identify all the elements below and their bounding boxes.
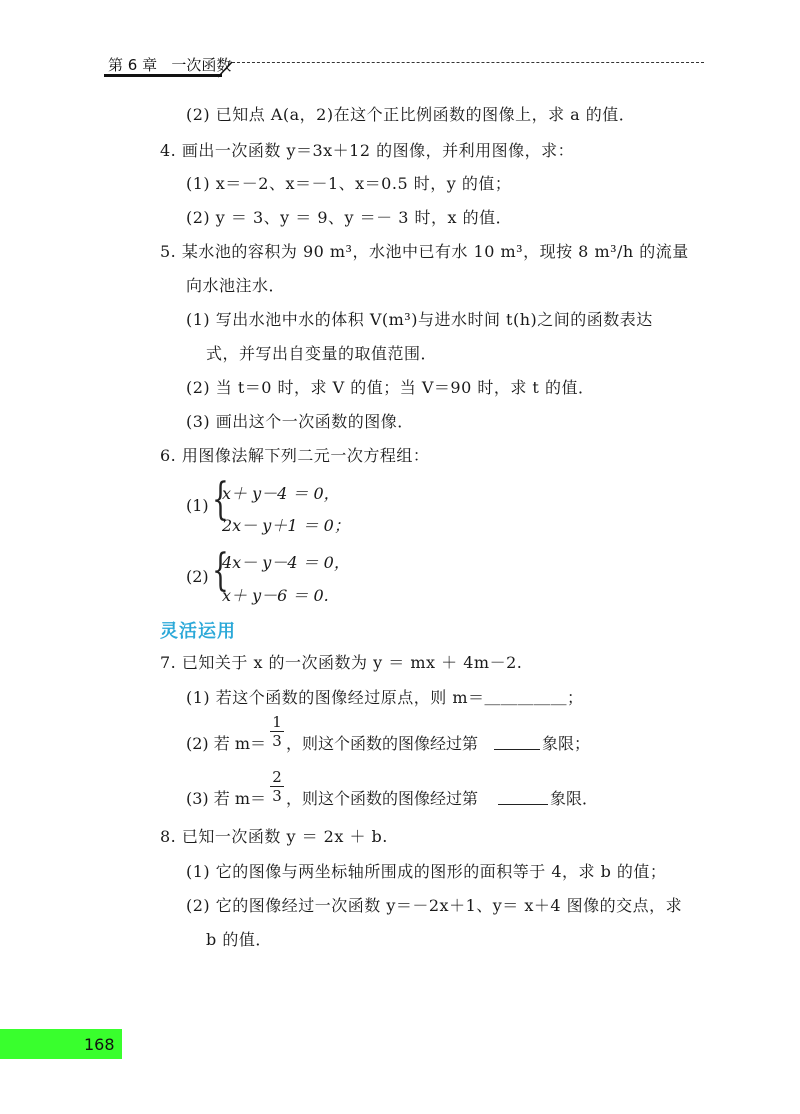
fraction [270,714,284,749]
q8-stem: 8. 已知一次函数 y ＝ 2x ＋ b. [160,827,388,846]
system-equation: x＋ y－4 ＝ 0， [222,484,340,503]
q7-part3-prefix: (3) 若 m＝ [186,789,267,808]
header-dashed-rule [232,62,704,63]
q5-part2: (2) 当 t＝0 时，求 V 的值；当 V＝90 时，求 t 的值． [186,378,595,397]
chapter-title: 第 6 章 一次函数 [108,56,232,74]
q4-stem: 4. 画出一次函数 y＝3x＋12 的图像，并利用图像，求： [160,141,575,160]
q4-part2: (2) y ＝ 3、y ＝ 9、y ＝－ 3 时，x 的值． [186,208,513,227]
q6-stem: 6. 用图像法解下列二元一次方程组： [160,446,430,465]
answer-blank [498,803,548,805]
fraction [270,769,284,804]
fraction-denominator: 3 [272,787,282,805]
q7-part2-text: ，则这个函数的图像经过第 [286,734,479,753]
q5-part1-cont: 式，并写出自变量的取值范围． [206,344,438,363]
q3-part2: (2) 已知点 A(a，2)在这个正比例函数的图像上，求 a 的值． [186,105,636,124]
q7-stem: 7. 已知关于 x 的一次函数为 y ＝ mx ＋ 4m－2. [160,653,523,672]
brace-symbol: { [212,545,229,596]
brace-symbol: { [212,474,229,525]
q7-part3-text: ，则这个函数的图像经过第 [286,789,479,808]
system-label: (1) [186,496,209,515]
fraction-numerator: 2 [272,768,282,786]
fraction-denominator: 3 [272,732,282,750]
fraction-numerator: 1 [272,713,282,731]
q4-part1: (1) x＝－2、x＝－1、x＝0.5 时，y 的值； [186,174,512,193]
q7-part2-tail: 象限； [542,734,591,753]
answer-blank [494,748,540,750]
q8-part2-cont: b 的值． [206,930,272,949]
system-equation: 4x－ y－4 ＝ 0， [222,553,350,572]
system-equation: 2x－ y＋1 ＝ 0； [222,516,350,535]
header-underline [104,74,222,77]
system-label: (2) [186,567,209,586]
chapter-header [104,48,704,78]
page-number: 168 [84,1035,115,1054]
q8-part1: (1) 它的图像与两坐标轴所围成的图形的面积等于 4，求 b 的值； [186,862,667,881]
q5-stem-cont: 向水池注水． [186,276,286,295]
q5-part1: (1) 写出水池中水的体积 V(m³)与进水时间 t(h)之间的函数表达 [186,310,653,329]
q7-part1: (1) 若这个函数的图像经过原点，则 m＝＿＿＿＿＿； [186,688,584,707]
q8-part2: (2) 它的图像经过一次函数 y＝－2x＋1、y＝ x＋4 图像的交点，求 [186,896,683,915]
q7-part3-tail: 象限． [550,789,599,808]
system-equation: x＋ y－6 ＝ 0. [222,586,329,605]
section-heading: 灵活运用 [160,621,236,642]
q5-stem: 5. 某水池的容积为 90 m³，水池中已有水 10 m³，现按 8 m³/h 的流量 [160,242,689,261]
q7-part2-prefix: (2) 若 m＝ [186,734,267,753]
q5-part3: (3) 画出这个一次函数的图像． [186,412,414,431]
